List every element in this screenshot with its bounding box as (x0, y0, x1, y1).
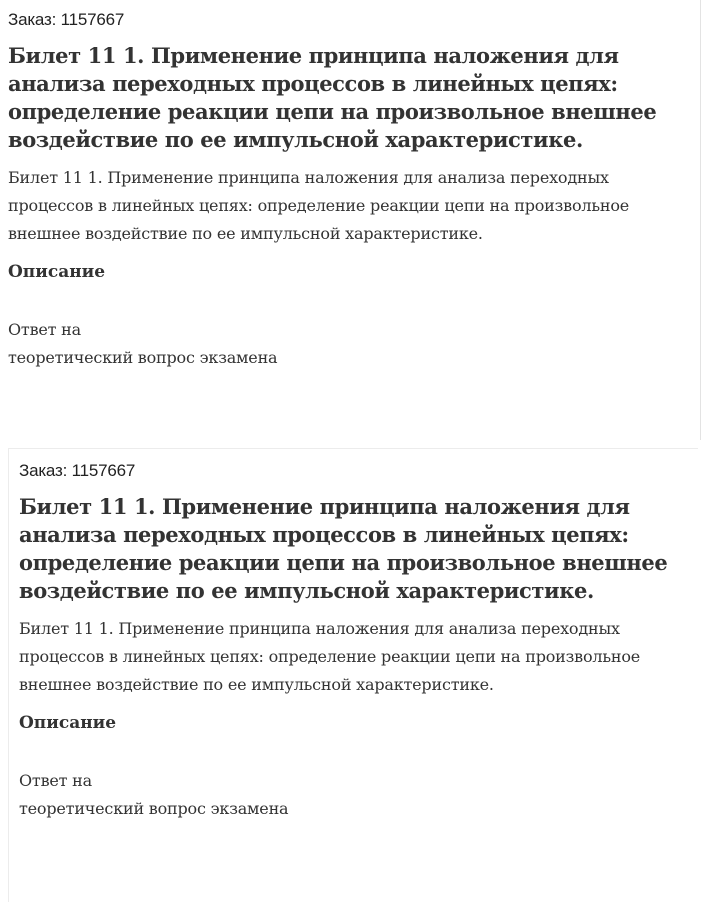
order-number: Заказ: 1157667 (19, 461, 136, 480)
order-card (0, 0, 701, 440)
description-heading: Описание (8, 262, 106, 282)
description-heading: Описание (19, 713, 117, 733)
ticket-description: Билет 11 1. Применение принципа наложения для анализа переходных процессов в линейных цепях: определение реакции цепи на произвольное внешнее воздействие по ее импульсной характеристике. (19, 619, 641, 694)
answer-text-line-2: теоретический вопрос экзамена (8, 348, 278, 367)
answer-text-line-1: Ответ на (19, 771, 92, 790)
order-number: Заказ: 1157667 (8, 10, 125, 29)
answer-text-line-1: Ответ на (8, 320, 81, 339)
ticket-description: Билет 11 1. Применение принципа наложения для анализа переходных процессов в линейных цепях: определение реакции цепи на произвольное внешнее воздействие по ее импульсной характеристике. (8, 168, 630, 243)
ticket-title: Билет 11 1. Применение принципа наложения для анализа переходных процессов в линейных цепях: определение реакции цепи на произвольное внешнее воздействие по ее импульсной характеристике. (19, 494, 668, 603)
ticket-title: Билет 11 1. Применение принципа наложения для анализа переходных процессов в линейных цепях: определение реакции цепи на произвольное внешнее воздействие по ее импульсной характеристике. (8, 43, 657, 152)
order-card (8, 448, 698, 902)
answer-text-line-2: теоретический вопрос экзамена (19, 799, 289, 818)
